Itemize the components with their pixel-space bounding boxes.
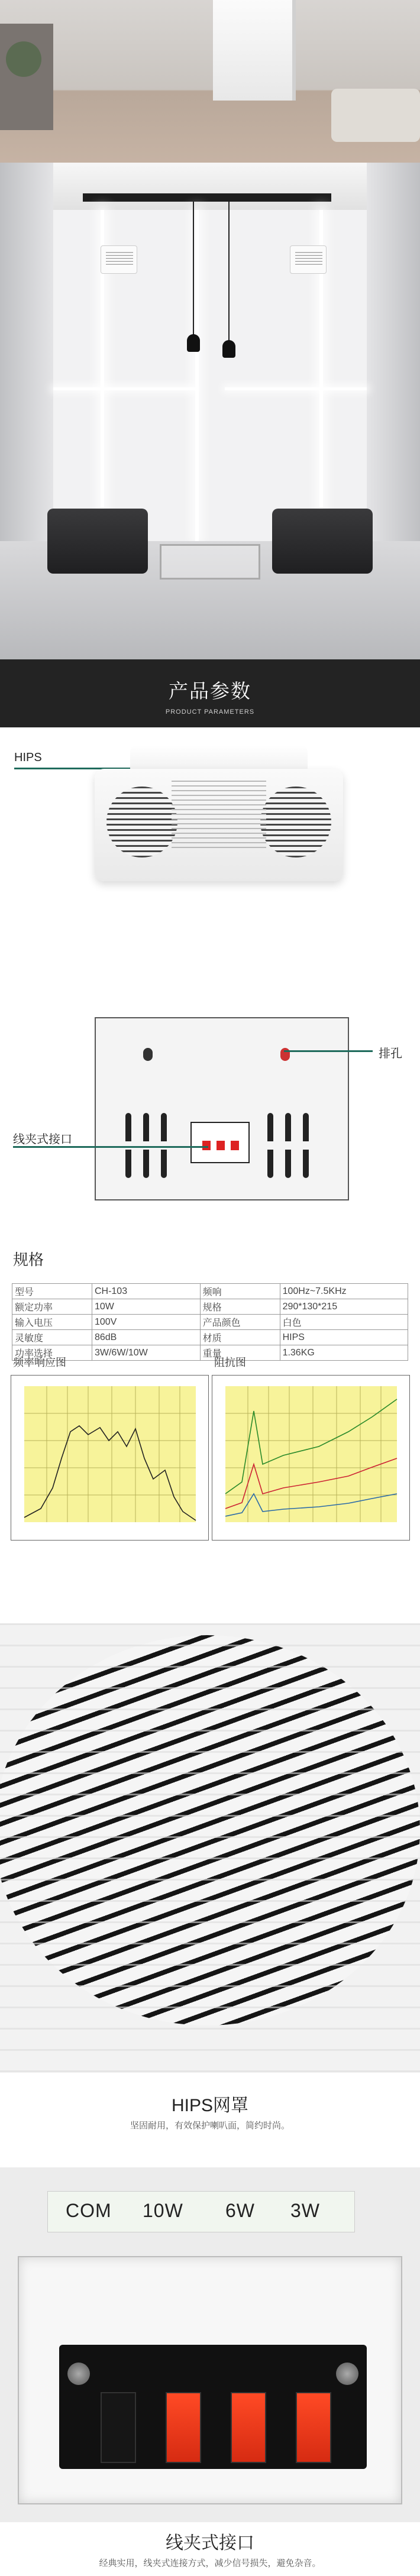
leader-line bbox=[13, 1146, 208, 1148]
screw bbox=[336, 2363, 358, 2385]
table-row: 灵敏度 86dB 材质 HIPS bbox=[12, 1330, 408, 1345]
table-row: 功率选择 3W/6W/10W 重量 1.36KG bbox=[12, 1345, 408, 1361]
detail-terminal-desc: 经典实用，线夹式连接方式，减少信号损失，避免杂音。 bbox=[99, 2558, 321, 2568]
speaker-back bbox=[95, 1017, 349, 1200]
freq-chart-svg bbox=[11, 1376, 209, 1541]
terminal-label: 10W bbox=[143, 2200, 183, 2221]
terminal-clip-10w[interactable] bbox=[166, 2392, 201, 2463]
terminal-label: 6W bbox=[225, 2200, 255, 2221]
vent-slot bbox=[303, 1113, 309, 1178]
pendant-cord bbox=[228, 202, 230, 344]
params-subtitle: PRODUCT PARAMETERS bbox=[165, 708, 255, 716]
screw bbox=[67, 2363, 90, 2385]
terminal-clip-com[interactable] bbox=[101, 2392, 136, 2463]
terminal-label-strip bbox=[47, 2191, 355, 2232]
room-render bbox=[0, 163, 420, 659]
params-title: 产品参数 bbox=[169, 680, 251, 702]
pendant-cord bbox=[193, 202, 194, 338]
vent-slot bbox=[267, 1113, 273, 1178]
label-hips: HIPS bbox=[14, 751, 42, 764]
ceiling bbox=[0, 163, 420, 210]
table-row: 输入电压 100V 产品颜色 白色 bbox=[12, 1315, 408, 1330]
terminal-clip-6w[interactable] bbox=[231, 2392, 266, 2463]
params-section bbox=[0, 727, 420, 1552]
light-strip bbox=[53, 387, 195, 390]
speaker-grille-left bbox=[106, 787, 177, 857]
speaker-slots bbox=[172, 781, 266, 852]
ceiling-speaker bbox=[290, 245, 327, 274]
spec-table bbox=[12, 1283, 408, 1361]
shelf bbox=[0, 24, 53, 130]
label-vent: 排孔 bbox=[379, 1047, 402, 1060]
imp-chart-svg bbox=[212, 1376, 411, 1541]
detail-terminal-title: 线夹式接口 bbox=[166, 2533, 254, 2553]
details-section bbox=[0, 1552, 420, 2576]
label-terminal: 线夹式接口 bbox=[13, 1133, 72, 1146]
ceiling-rail bbox=[83, 193, 331, 202]
speaker-grille-right bbox=[260, 787, 331, 857]
terminal-clip bbox=[231, 1141, 239, 1150]
pendant-lamp bbox=[187, 334, 200, 352]
plot-area bbox=[24, 1386, 196, 1522]
ceiling-speaker bbox=[101, 245, 137, 274]
armchair bbox=[47, 509, 148, 574]
terminal-block bbox=[59, 2345, 367, 2469]
speaker-front bbox=[95, 745, 343, 893]
sofa bbox=[331, 89, 420, 142]
grille-closeup bbox=[0, 1623, 420, 2073]
armchair bbox=[272, 509, 373, 574]
mount-hole bbox=[143, 1048, 153, 1061]
vent-slot bbox=[125, 1113, 131, 1178]
table-row: 额定功率 10W 规格 290*130*215 bbox=[12, 1299, 408, 1315]
pendant-lamp bbox=[222, 340, 235, 358]
terminal-clip-3w[interactable] bbox=[296, 2392, 331, 2463]
vent-slot bbox=[161, 1113, 167, 1178]
coffee-table bbox=[160, 544, 260, 580]
window bbox=[213, 0, 296, 101]
terminal-closeup bbox=[0, 2167, 420, 2522]
light-strip bbox=[225, 387, 367, 390]
light-strip bbox=[195, 210, 199, 541]
terminal-label: 3W bbox=[290, 2200, 320, 2221]
spec-heading: 规格 bbox=[13, 1251, 44, 1268]
impedance-chart bbox=[212, 1375, 410, 1541]
plant bbox=[6, 41, 41, 77]
detail-grille-desc: 坚固耐用，有效保护喇叭面，简约时尚。 bbox=[130, 2121, 290, 2131]
terminal-label: COM bbox=[66, 2200, 112, 2221]
freq-chart-title: 频率响应图 bbox=[13, 1357, 66, 1368]
freq-response-chart bbox=[11, 1375, 209, 1541]
room-photo-top bbox=[0, 0, 420, 163]
terminal-clip bbox=[217, 1141, 225, 1150]
terminal-clip bbox=[202, 1141, 211, 1150]
plot-area bbox=[225, 1386, 397, 1522]
detail-grille-title: HIPS网罩 bbox=[171, 2096, 249, 2115]
terminal-block bbox=[190, 1122, 250, 1163]
table-row: 型号 CH-103 频响 100Hz~7.5KHz bbox=[12, 1284, 408, 1299]
vent-slot bbox=[285, 1113, 291, 1178]
vent-slot bbox=[143, 1113, 149, 1178]
imp-chart-title: 阻抗图 bbox=[214, 1357, 246, 1368]
leader-line bbox=[284, 1050, 373, 1052]
params-title-bar bbox=[0, 659, 420, 727]
grille-bars bbox=[0, 1623, 420, 2073]
